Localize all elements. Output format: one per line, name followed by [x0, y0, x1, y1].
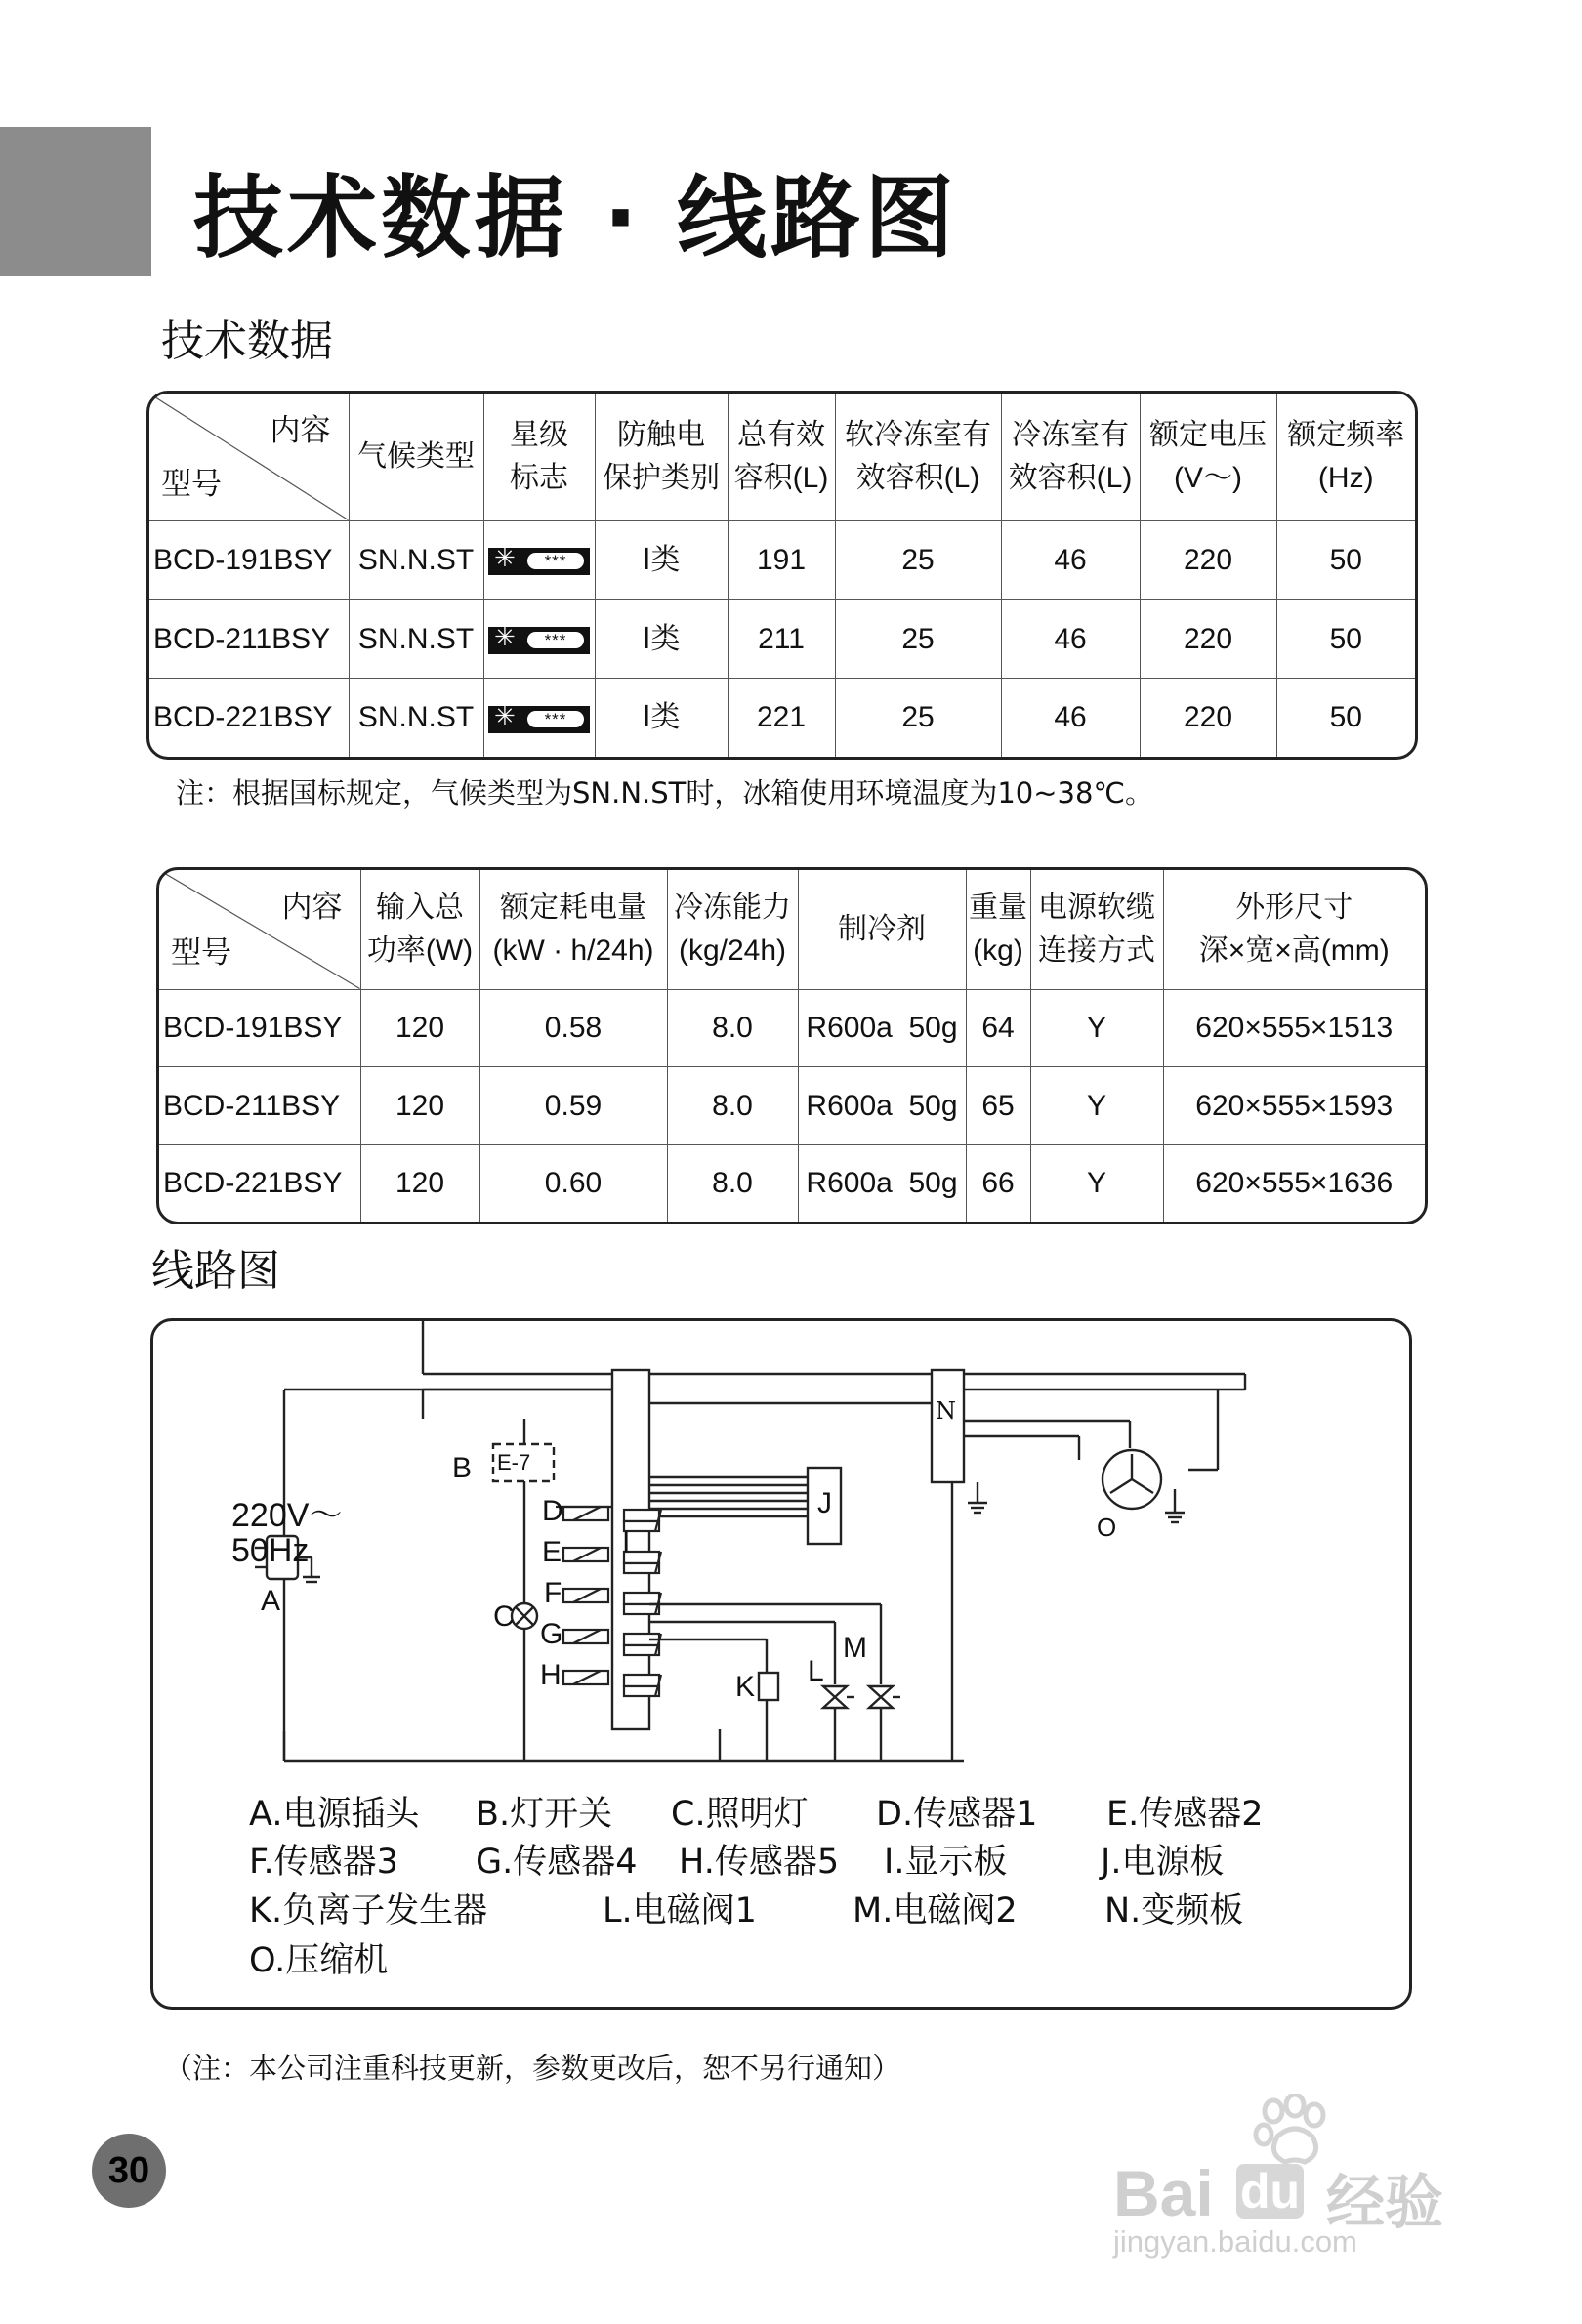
cell-model: BCD-211BSY	[149, 600, 349, 679]
footer-note: （注：本公司注重科技更新，参数更改后，恕不另行通知）	[164, 2052, 901, 2085]
cell-freeze: 8.0	[667, 1067, 798, 1145]
svg-text:M: M	[843, 1632, 867, 1664]
svg-text:K: K	[735, 1671, 756, 1703]
baidu-watermark: Bai du 经验 jingyan.baidu.com	[1113, 2099, 1523, 2246]
legend-item: O.压缩机	[249, 1941, 389, 1980]
table-row	[149, 520, 1415, 600]
table2-header-row	[159, 870, 1425, 989]
climate-note: 注：根据国标规定，气候类型为SN.N.ST时，冰箱使用环境温度为10~38℃。	[176, 776, 1154, 809]
cell-cable: Y	[1030, 1144, 1163, 1222]
svg-text:J: J	[817, 1487, 832, 1519]
sensor-g-icon	[624, 1634, 661, 1655]
cell-power: 120	[360, 1067, 479, 1145]
cell-freezer: 46	[1001, 520, 1140, 600]
cell-weight: 66	[966, 1144, 1030, 1222]
cell-voltage: 220	[1140, 679, 1276, 757]
header-freezing-capacity: 冷冻能力 (kg/24h)	[667, 870, 798, 989]
legend-item: H.传感器5	[679, 1843, 840, 1882]
tech-data-table-2	[156, 867, 1428, 1224]
diag-label-model: 型号	[161, 466, 222, 501]
cell-energy: 0.59	[479, 1067, 667, 1145]
legend-item: F.传感器3	[249, 1843, 398, 1882]
cell-total: 221	[728, 679, 835, 757]
page-number-badge: 30	[92, 2134, 166, 2208]
cell-model: BCD-221BSY	[149, 679, 349, 757]
cell-refrigerant: R600a 50g	[798, 989, 966, 1067]
header-dimensions: 外形尺寸 深×宽×高(mm)	[1163, 870, 1425, 989]
star-rating-icon: ✳ ***	[488, 548, 590, 575]
cell-energy: 0.60	[479, 1144, 667, 1222]
cell-weight: 64	[966, 989, 1030, 1067]
header-weight: 重量 (kg)	[966, 870, 1030, 989]
cell-energy: 0.58	[479, 989, 667, 1067]
cell-refrigerant: R600a 50g	[798, 1067, 966, 1145]
legend-item: L.电磁阀1	[603, 1891, 757, 1930]
table-row	[159, 1144, 1425, 1222]
cell-model: BCD-191BSY	[159, 989, 360, 1067]
legend-item: M.电磁阀2	[853, 1891, 1018, 1930]
cell-model: BCD-221BSY	[159, 1144, 360, 1222]
cell-voltage: 220	[1140, 520, 1276, 600]
table-row	[159, 989, 1425, 1067]
star-rating-icon: ✳ ***	[488, 627, 590, 654]
header-star: 星级 标志	[483, 394, 595, 520]
legend-item: B.灯开关	[476, 1795, 613, 1834]
cell-size: 620×555×1593	[1163, 1067, 1425, 1145]
legend-item: N.变频板	[1104, 1891, 1244, 1930]
cell-power: 120	[360, 1144, 479, 1222]
cell-model: BCD-191BSY	[149, 520, 349, 600]
cell-climate: SN.N.ST	[349, 520, 483, 600]
legend-item: J.电源板	[1101, 1843, 1225, 1882]
cell-soft: 25	[835, 600, 1001, 679]
svg-text:I: I	[622, 1526, 631, 1558]
svg-text:E: E	[542, 1536, 562, 1568]
cell-protection: Ⅰ类	[595, 679, 728, 757]
gray-header-tab	[0, 127, 151, 276]
svg-text:A: A	[261, 1585, 281, 1617]
header-freezer-volume: 冷冻室有 效容积(L)	[1001, 394, 1140, 520]
svg-text:G: G	[540, 1618, 563, 1650]
tech-data-grid-2	[159, 870, 1425, 1222]
header-refrigerant: 制冷剂	[798, 870, 966, 989]
legend-item: G.传感器4	[476, 1843, 638, 1882]
cell-freeze: 8.0	[667, 989, 798, 1067]
header-input-power: 输入总 功率(W)	[360, 870, 479, 989]
header-protection: 防触电 保护类别	[595, 394, 728, 520]
legend-item: C.照明灯	[671, 1795, 809, 1834]
header-energy: 额定耗电量 (kW · h/24h)	[479, 870, 667, 989]
svg-text:50Hz: 50Hz	[231, 1532, 310, 1569]
svg-text:H: H	[540, 1659, 562, 1691]
cell-frequency: 50	[1276, 679, 1415, 757]
table1-header-row	[149, 394, 1415, 520]
cell-star	[483, 679, 595, 757]
diag-label-content: 内容	[281, 890, 343, 924]
cell-refrigerant: R600a 50g	[798, 1144, 966, 1222]
header-frequency: 额定频率 (Hz)	[1276, 394, 1415, 520]
header-climate: 气候类型	[349, 394, 483, 520]
cell-freezer: 46	[1001, 679, 1140, 757]
section-title-circuit: 线路图	[151, 1246, 280, 1296]
table1-diagonal-header	[149, 394, 349, 520]
tech-data-grid-1	[149, 394, 1415, 757]
header-voltage: 额定电压 (V～)	[1140, 394, 1276, 520]
svg-text:O: O	[1097, 1513, 1117, 1542]
svg-text:F: F	[544, 1577, 562, 1609]
circuit-diagram-box	[150, 1318, 1412, 2010]
legend-item: I.显示板	[884, 1843, 1008, 1882]
legend-item: A.电源插头	[249, 1795, 420, 1834]
legend-item: E.传感器2	[1106, 1795, 1264, 1834]
svg-text:L: L	[808, 1655, 824, 1687]
cell-model: BCD-211BSY	[159, 1067, 360, 1145]
cell-weight: 65	[966, 1067, 1030, 1145]
legend-item: D.传感器1	[876, 1795, 1038, 1834]
cell-size: 620×555×1636	[1163, 1144, 1425, 1222]
star-rating-icon: ✳ ***	[488, 706, 590, 733]
diag-label-content: 内容	[270, 413, 331, 447]
cell-frequency: 50	[1276, 520, 1415, 600]
paw-logo-icon	[1250, 2094, 1338, 2172]
cell-star	[483, 600, 595, 679]
svg-text:N: N	[936, 1397, 956, 1425]
cell-total: 211	[728, 600, 835, 679]
diag-label-model: 型号	[171, 934, 231, 970]
cell-soft: 25	[835, 679, 1001, 757]
header-total-volume: 总有效 容积(L)	[728, 394, 835, 520]
cell-total: 191	[728, 520, 835, 600]
svg-text:D: D	[542, 1495, 563, 1527]
sensor-h-icon	[624, 1675, 661, 1696]
cell-power: 120	[360, 989, 479, 1067]
cell-climate: SN.N.ST	[349, 679, 483, 757]
legend-item: K.负离子发生器	[249, 1891, 488, 1930]
header-soft-freezer-volume: 软冷冻室有 效容积(L)	[835, 394, 1001, 520]
cell-cable: Y	[1030, 1067, 1163, 1145]
cell-soft: 25	[835, 520, 1001, 600]
svg-text:E-7: E-7	[497, 1450, 531, 1474]
cell-freeze: 8.0	[667, 1144, 798, 1222]
svg-text:B: B	[452, 1452, 473, 1484]
cell-size: 620×555×1513	[1163, 989, 1425, 1067]
svg-text:C: C	[493, 1600, 515, 1633]
table-row	[149, 679, 1415, 757]
table-row	[149, 600, 1415, 679]
cell-cable: Y	[1030, 989, 1163, 1067]
tech-data-table-1	[146, 391, 1418, 760]
cell-freezer: 46	[1001, 600, 1140, 679]
cell-frequency: 50	[1276, 600, 1415, 679]
cell-voltage: 220	[1140, 600, 1276, 679]
cell-protection: Ⅰ类	[595, 520, 728, 600]
cell-climate: SN.N.ST	[349, 600, 483, 679]
table-row	[159, 1067, 1425, 1145]
svg-text:220V～: 220V～	[231, 1497, 343, 1534]
cell-star	[483, 520, 595, 600]
header-cable: 电源软缆 连接方式	[1030, 870, 1163, 989]
section-title-tech-data: 技术数据	[161, 316, 333, 366]
cell-protection: Ⅰ类	[595, 600, 728, 679]
table2-diagonal-header	[159, 870, 360, 989]
page-title: 技术数据 · 线路图	[193, 166, 959, 270]
